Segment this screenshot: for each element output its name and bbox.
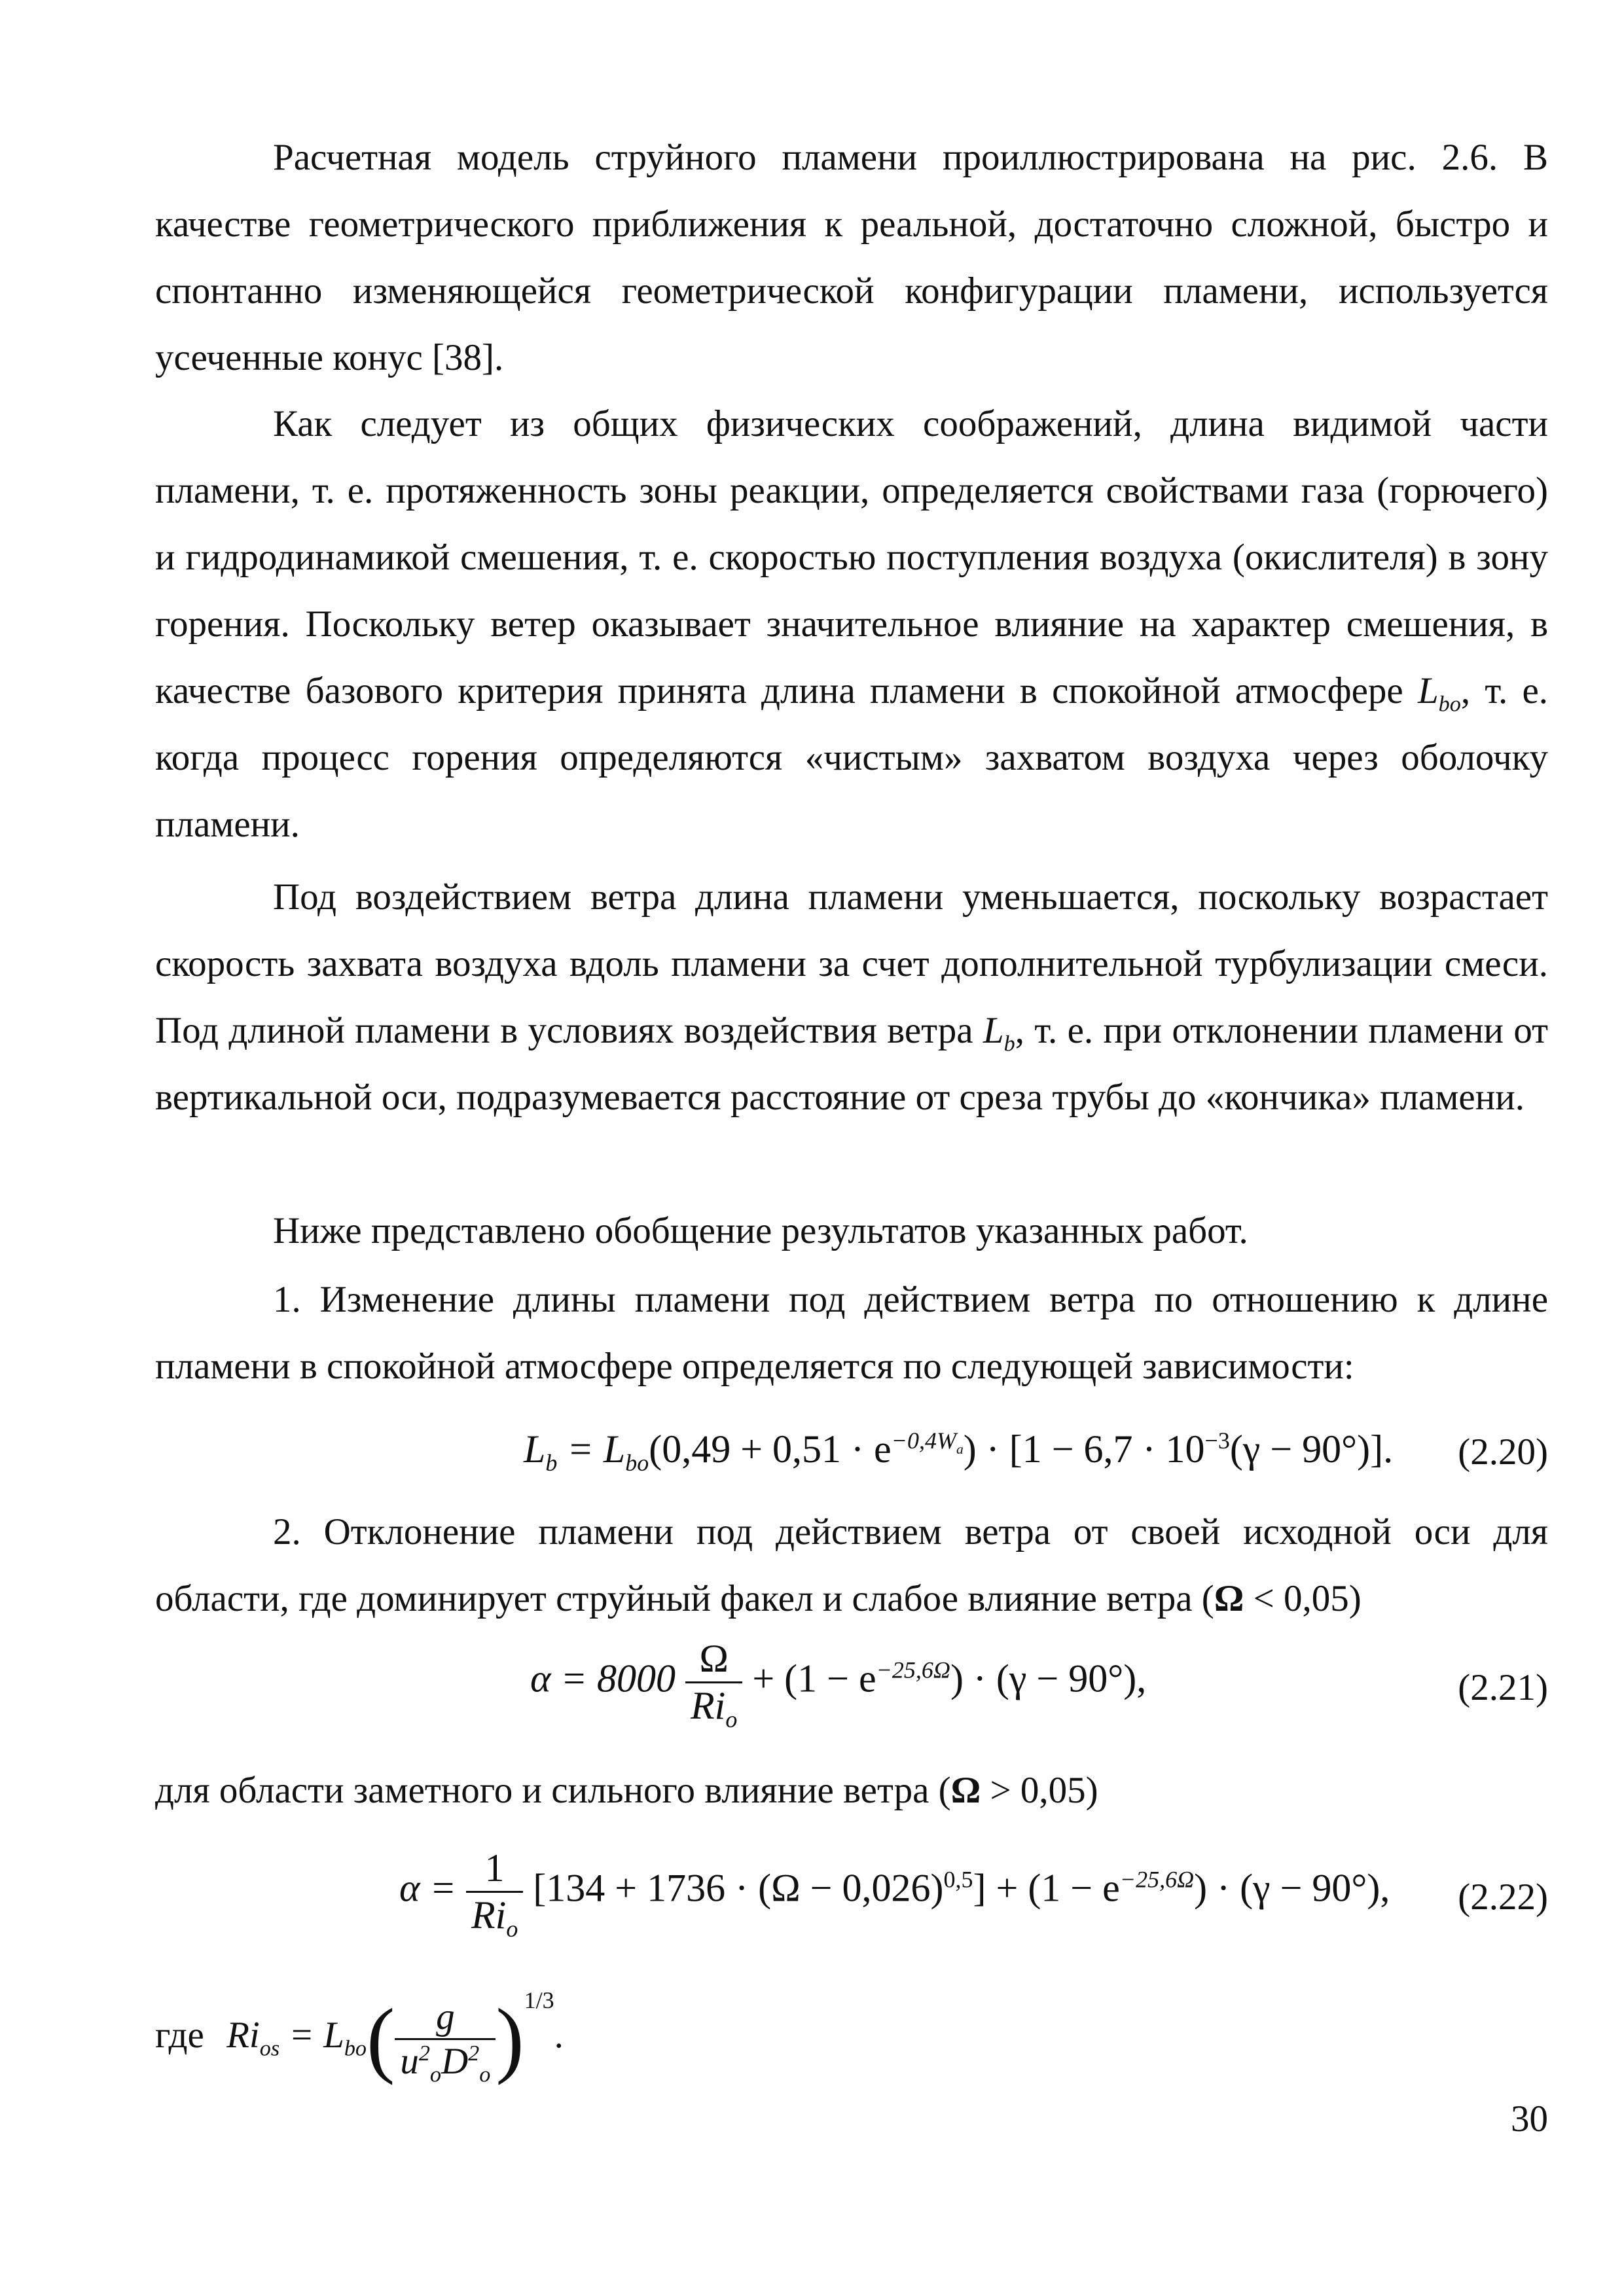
equation-2-22: α = $\frac{1}{Ri_o}$ $[134 + 1736 \cdot (\Omega - 0,026)^{0,5}] + (1 - e^{-25,6\Omega}) \cdot (\gamma - 90^\circ)$, <box>399 1846 1390 1942</box>
equation-2-20: $L_b = L_{bo}(0,49 + 0,51 \cdot e^{-0,4W_a}) \cdot [1 - 6,7 \cdot 10^{-3}(\gamma - 90^\circ)]$. <box>524 1427 1394 1476</box>
symbol-l-b: $L_b$ <box>983 1010 1015 1056</box>
symbol-omega: Ω <box>1214 1578 1244 1619</box>
paragraph-item-1 <box>155 1266 1548 1400</box>
equation-number-2-21: (2.21) <box>1458 1667 1548 1708</box>
equation-2-21: α = 8000 $\frac{\Omega}{Ri_o}$ + $(1 - e^{-25,6\Omega}) \cdot (\gamma - 90^\circ)$, <box>530 1637 1147 1732</box>
symbol-omega: Ω <box>950 1770 981 1811</box>
paragraph-strong-wind <box>155 1757 1548 1824</box>
paragraph-text: Под воздействием ветра длина пламени уменьшается, поскольку возрастает скорость захвата воздуха вдоль пламени за счет дополнительной турбулизации смеси. Под длиной пламени в условиях воздействия ветра <box>155 876 1548 1051</box>
paragraph-summary <box>155 1198 1548 1265</box>
page-number: 30 <box>1511 2098 1548 2140</box>
paragraph-text: 1. Изменение длины пламени под действием ветра по отношению к длине пламени в спокойной атмосфере определяется по следующей зависимости: <box>155 1279 1548 1387</box>
paragraph-flame-model <box>155 124 1548 391</box>
paragraph-text: для области заметного и сильного влияние ветра ( <box>155 1770 951 1811</box>
paragraph-wind-effect <box>155 864 1548 1131</box>
symbol-l-bo: $L_{bo}$ <box>1417 670 1461 717</box>
paragraph-text: < 0,05) <box>1253 1578 1362 1619</box>
paragraph-text: Расчетная модель струйного пламени проиллюстрирована на рис. 2.6. В качестве геометрического приближения к реальной, достаточно сложной, быстро и спонтанно изменяющейся геометрической конфигурации пламени, используется усеченные конус [38]. <box>155 137 1548 378</box>
equation-ri-os: где $Ri_{os} = L_{bo}$( $\frac{g}{u^2_oD^2_o}$ )$^{1/3}$. <box>155 1987 564 2087</box>
equation-number-2-20: (2.20) <box>1458 1431 1548 1473</box>
paragraph-text: > 0,05) <box>990 1770 1098 1811</box>
paragraph-text: Как следует из общих физических соображений, длина видимой части пламени, т. е. протяженность зоны реакции, определяется свойствами газа (горючего) и гидродинамикой смешения, т. е. скоростью поступления воздуха (окислителя) в зону горения. Поскольку ветер оказывает значительное влияние на характер смешения, в качестве базового критерия принята длина пламени в спокойной атмосфере <box>155 403 1548 711</box>
where-label: где <box>155 2015 204 2056</box>
fraction-omega-ri: $\frac{\Omega}{Ri_o}$ <box>685 1636 742 1729</box>
paragraph-text: , т. е. когда процесс горения определяются «чистым» захватом воздуха через оболочку пламени. <box>155 670 1548 845</box>
paragraph-text: 2. Отклонение пламени под действием ветра от своей исходной оси для области, где доминирует струйный факел и слабое влияние ветра ( <box>155 1511 1548 1619</box>
paragraph-text: , т. е. при отклонении пламени от вертикальной оси, подразумевается расстояние от среза трубы до «кончика» пламени. <box>155 1010 1548 1118</box>
paragraph-text: Ниже представлено обобщение результатов указанных работ. <box>273 1210 1248 1251</box>
fraction-one-ri: $\frac{1}{Ri_o}$ <box>466 1846 523 1938</box>
equation-number-2-22: (2.22) <box>1458 1876 1548 1918</box>
paragraph-flame-length <box>155 391 1548 858</box>
paragraph-item-2 <box>155 1499 1548 1632</box>
fraction-g-uD: $\frac{g}{u^2_oD^2_o}$ <box>395 1996 496 2083</box>
